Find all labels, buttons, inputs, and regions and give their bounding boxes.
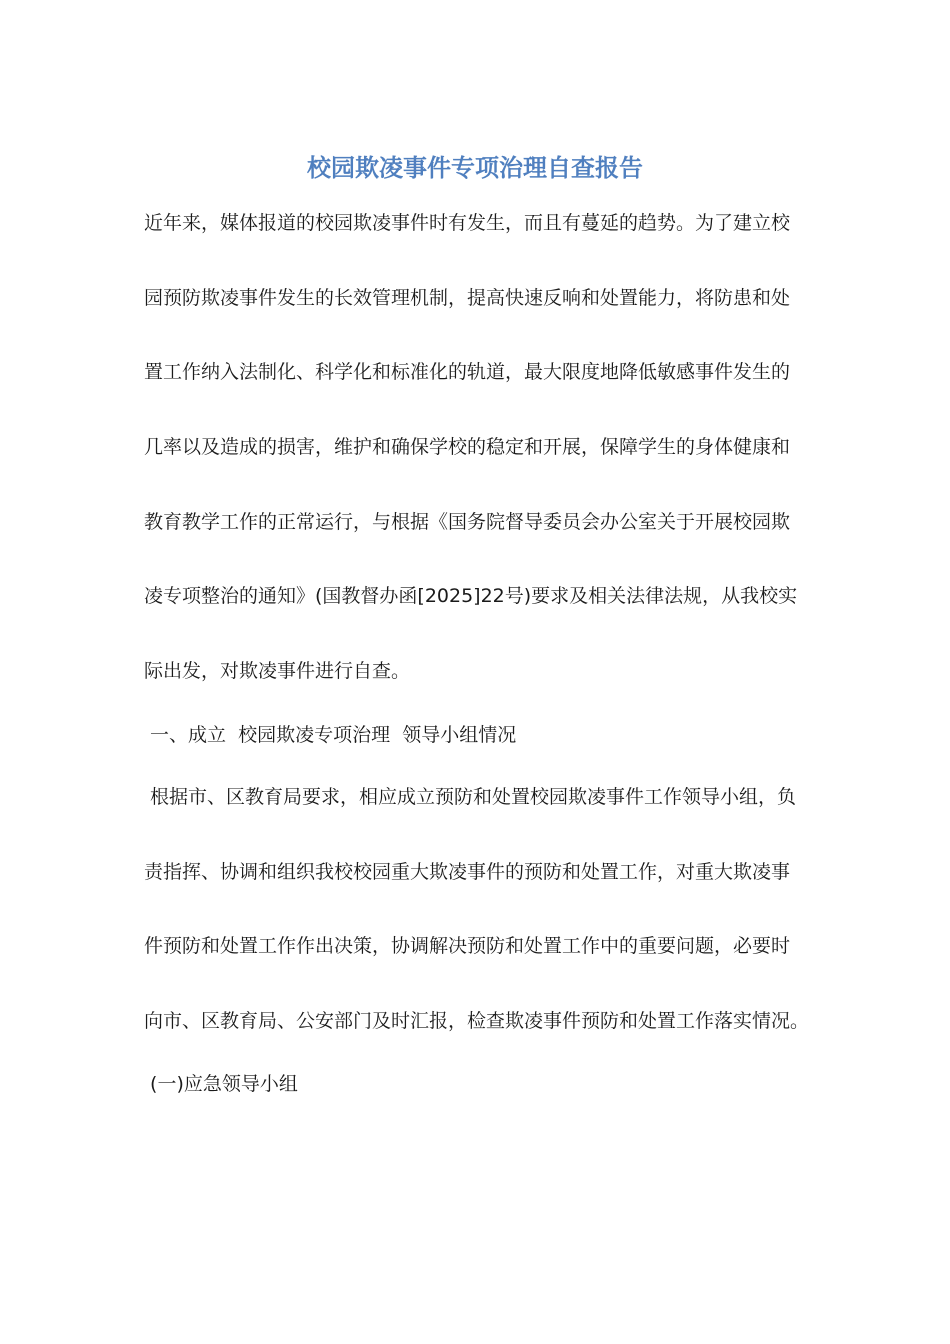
paragraph-line: 教育教学工作的正常运行，与根据《国务院督导委员会办公室关于开展校园欺 xyxy=(144,510,791,533)
paragraph-line: 向市、区教育局、公安部门及时汇报，检查欺凌事件预防和处置工作落实情况。 xyxy=(144,1010,810,1033)
paragraph-line: 责指挥、协调和组织我校校园重大欺凌事件的预防和处置工作，对重大欺凌事 xyxy=(144,860,791,883)
subsection-heading: (一)应急领导小组 xyxy=(144,1073,298,1095)
paragraph-line: 凌专项整治的通知》(国教督办函[2025]22号)要求及相关法律法规，从我校实 xyxy=(144,585,798,608)
paragraph-line: 置工作纳入法制化、科学化和标准化的轨道，最大限度地降低敏感事件发生的 xyxy=(144,361,791,384)
paragraph-line: 际出发，对欺凌事件进行自查。 xyxy=(144,660,411,683)
section-paragraph xyxy=(144,760,808,1059)
section-heading: 一、成立 校园欺凌专项治理 领导小组情况 xyxy=(144,724,517,746)
paragraph-line: 件预防和处置工作作出决策，协调解决预防和处置工作中的重要问题，必要时 xyxy=(144,935,791,958)
paragraph-line: 根据市、区教育局要求，相应成立预防和处置校园欺凌事件工作领导小组，负 xyxy=(144,786,797,808)
document-title: 校园欺凌事件专项治理自查报告 xyxy=(307,153,643,182)
intro-paragraph xyxy=(144,186,808,709)
paragraph-line: 几率以及造成的损害，维护和确保学校的稳定和开展，保障学生的身体健康和 xyxy=(144,436,791,459)
paragraph-line: 园预防欺凌事件发生的长效管理机制，提高快速反响和处置能力，将防患和处 xyxy=(144,286,791,309)
paragraph-line: 近年来，媒体报道的校园欺凌事件时有发生，而且有蔓延的趋势。为了建立校 xyxy=(144,212,791,234)
